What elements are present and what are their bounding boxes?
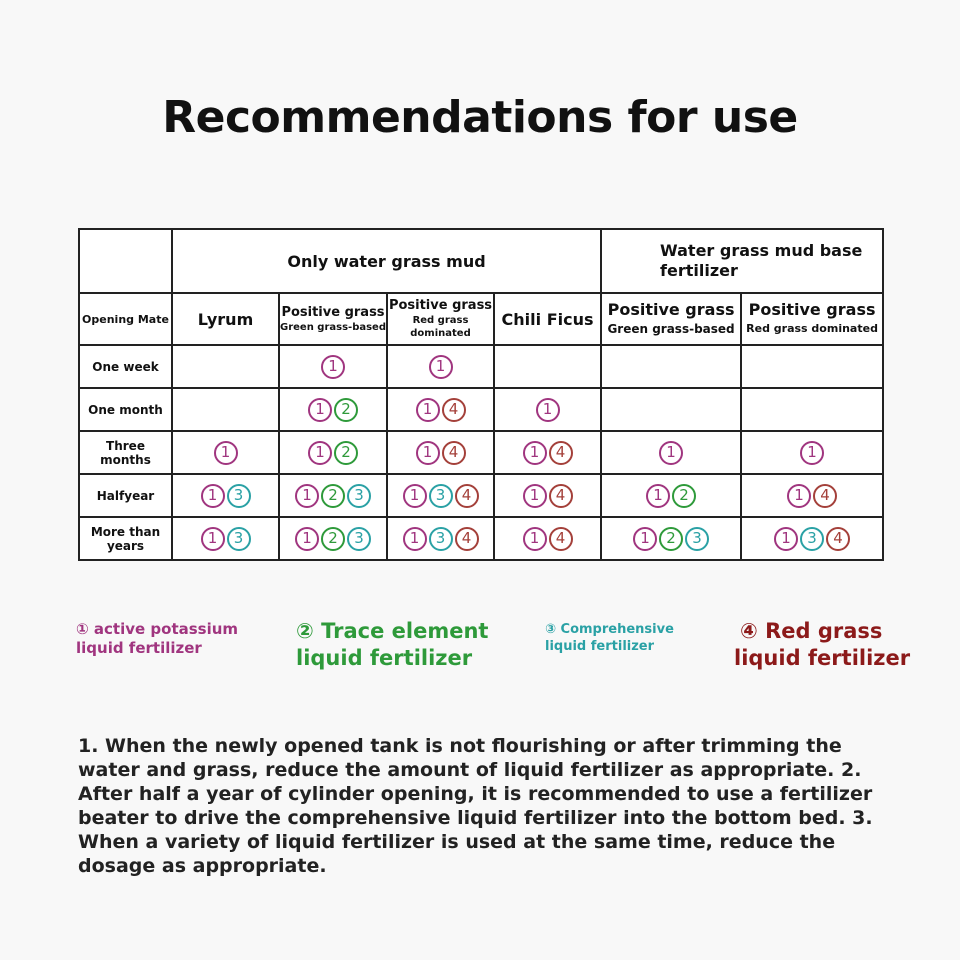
table-cell xyxy=(601,345,741,388)
table-cell xyxy=(741,431,883,474)
row-label: Three months xyxy=(79,431,172,474)
legend-active-potassium xyxy=(76,620,238,658)
fertilizer-2-marker: 2 xyxy=(334,441,358,465)
fertilizer-1-marker: 1 xyxy=(774,527,798,551)
legend-1-line2: liquid fertilizer xyxy=(76,639,202,657)
table-row xyxy=(79,345,883,388)
table-row xyxy=(79,388,883,431)
table-body xyxy=(79,345,883,560)
group-header-water-grass-mud: Only water grass mud xyxy=(172,229,601,293)
table-cell xyxy=(741,388,883,431)
table-cell xyxy=(741,517,883,560)
fertilizer-1-marker: 1 xyxy=(523,527,547,551)
fertilizer-4-marker: 4 xyxy=(442,398,466,422)
fertilizer-3-marker: 3 xyxy=(685,527,709,551)
legend-comprehensive xyxy=(545,621,674,655)
table-cell xyxy=(387,345,494,388)
fertilizer-1-marker: 1 xyxy=(800,441,824,465)
table-cell xyxy=(494,474,601,517)
fertilizer-1-marker: 1 xyxy=(633,527,657,551)
usage-notes: 1. When the newly opened tank is not flourishing or after trimming the water and grass, reduce the amount of liquid fertilizer as appropriate. 2. After half a year of cylinder opening, it is recommended to use a fertilizer beater to drive the comprehensive liquid fertilizer into the bottom bed. 3. When a variety of liquid fertilizer is used at the same time, reduce the dosage as appropriate. xyxy=(78,735,873,877)
col-base-green-subtitle: Green grass-based xyxy=(607,322,735,336)
legend-2-line1: ② Trace element xyxy=(296,619,489,643)
fertilizer-1-marker: 1 xyxy=(429,355,453,379)
legend-3-line1: ③ Comprehensive xyxy=(545,622,674,637)
fertilizer-1-marker: 1 xyxy=(403,484,427,508)
col-base-red-subtitle: Red grass dominated xyxy=(746,322,878,335)
table-cell xyxy=(172,517,279,560)
table-cell xyxy=(387,388,494,431)
table-cell xyxy=(601,517,741,560)
table-cell xyxy=(601,431,741,474)
fertilizer-3-marker: 3 xyxy=(227,484,251,508)
col-base-green-title: Positive grass xyxy=(607,300,735,319)
fertilizer-1-marker: 1 xyxy=(201,484,225,508)
table-cell xyxy=(279,474,387,517)
fertilizer-1-marker: 1 xyxy=(787,484,811,508)
legend-1-line1: ① active potassium xyxy=(76,620,239,638)
legend-trace-element xyxy=(296,618,488,672)
table-row xyxy=(79,431,883,474)
table-cell xyxy=(172,474,279,517)
fertilizer-1-marker: 1 xyxy=(523,484,547,508)
fertilizer-3-marker: 3 xyxy=(800,527,824,551)
group-header-base-fertilizer: Water grass mud base fertilizer xyxy=(601,229,883,293)
fertilizer-1-marker: 1 xyxy=(416,398,440,422)
corner-empty-cell xyxy=(79,229,172,293)
table-cell xyxy=(387,431,494,474)
fertilizer-2-marker: 2 xyxy=(321,484,345,508)
row-label: More than years xyxy=(79,517,172,560)
table-cell xyxy=(601,474,741,517)
col-header-chili-ficus xyxy=(494,293,601,345)
table-cell xyxy=(172,345,279,388)
col-positive-red-title: Positive grass xyxy=(388,298,493,313)
table-cell xyxy=(601,388,741,431)
legend-4-line1: ④ Red grass xyxy=(740,619,883,643)
col-header-base-positive-green xyxy=(601,293,741,345)
fertilizer-2-marker: 2 xyxy=(672,484,696,508)
fertilizer-1-marker: 1 xyxy=(295,484,319,508)
fertilizer-1-marker: 1 xyxy=(536,398,560,422)
fertilizer-4-marker: 4 xyxy=(549,441,573,465)
table-row xyxy=(79,517,883,560)
col-positive-green-subtitle: Green grass-based xyxy=(280,321,386,333)
recommendation-table xyxy=(78,228,884,561)
row-label: One week xyxy=(79,345,172,388)
opening-mate-header: Opening Mate xyxy=(79,293,172,345)
table-cell xyxy=(387,474,494,517)
table-cell xyxy=(172,388,279,431)
fertilizer-1-marker: 1 xyxy=(321,355,345,379)
fertilizer-4-marker: 4 xyxy=(813,484,837,508)
page-title: Recommendations for use xyxy=(162,92,798,143)
fertilizer-1-marker: 1 xyxy=(646,484,670,508)
legend-red-grass xyxy=(734,618,910,672)
table-cell xyxy=(279,431,387,474)
fertilizer-3-marker: 3 xyxy=(429,527,453,551)
table-cell xyxy=(494,345,601,388)
fertilizer-1-marker: 1 xyxy=(308,441,332,465)
fertilizer-4-marker: 4 xyxy=(826,527,850,551)
fertilizer-3-marker: 3 xyxy=(227,527,251,551)
fertilizer-1-marker: 1 xyxy=(659,441,683,465)
table-cell xyxy=(279,517,387,560)
table-cell xyxy=(494,388,601,431)
fertilizer-3-marker: 3 xyxy=(429,484,453,508)
col-base-red-title: Positive grass xyxy=(748,300,876,319)
table-cell xyxy=(494,517,601,560)
table-cell xyxy=(741,345,883,388)
table-cell xyxy=(494,431,601,474)
col-header-positive-green xyxy=(279,293,387,345)
legend-3-line2: liquid fertilizer xyxy=(545,639,655,654)
fertilizer-1-marker: 1 xyxy=(214,441,238,465)
table-cell xyxy=(172,431,279,474)
fertilizer-2-marker: 2 xyxy=(321,527,345,551)
col-lyrum-label: Lyrum xyxy=(197,309,254,329)
table-cell xyxy=(387,517,494,560)
col-header-base-positive-red xyxy=(741,293,883,345)
table-cell xyxy=(279,388,387,431)
table-cell xyxy=(279,345,387,388)
fertilizer-4-marker: 4 xyxy=(549,484,573,508)
fertilizer-1-marker: 1 xyxy=(416,441,440,465)
fertilizer-1-marker: 1 xyxy=(523,441,547,465)
legend-4-line2: liquid fertilizer xyxy=(734,646,911,670)
col-positive-red-subtitle: Red grass dominated xyxy=(410,315,471,339)
col-positive-green-title: Positive grass xyxy=(281,304,385,320)
fertilizer-1-marker: 1 xyxy=(403,527,427,551)
fertilizer-3-marker: 3 xyxy=(347,527,371,551)
col-header-lyrum xyxy=(172,293,279,345)
col-header-positive-red xyxy=(387,293,494,345)
table-row xyxy=(79,474,883,517)
fertilizer-2-marker: 2 xyxy=(334,398,358,422)
fertilizer-2-marker: 2 xyxy=(659,527,683,551)
fertilizer-4-marker: 4 xyxy=(455,484,479,508)
fertilizer-1-marker: 1 xyxy=(295,527,319,551)
fertilizer-1-marker: 1 xyxy=(308,398,332,422)
legend-2-line2: liquid fertilizer xyxy=(296,646,473,670)
fertilizer-1-marker: 1 xyxy=(201,527,225,551)
fertilizer-4-marker: 4 xyxy=(549,527,573,551)
fertilizer-4-marker: 4 xyxy=(442,441,466,465)
fertilizer-3-marker: 3 xyxy=(347,484,371,508)
fertilizer-4-marker: 4 xyxy=(455,527,479,551)
col-chili-label: Chili Ficus xyxy=(501,309,594,329)
row-label: Halfyear xyxy=(79,474,172,517)
table-cell xyxy=(741,474,883,517)
row-label: One month xyxy=(79,388,172,431)
